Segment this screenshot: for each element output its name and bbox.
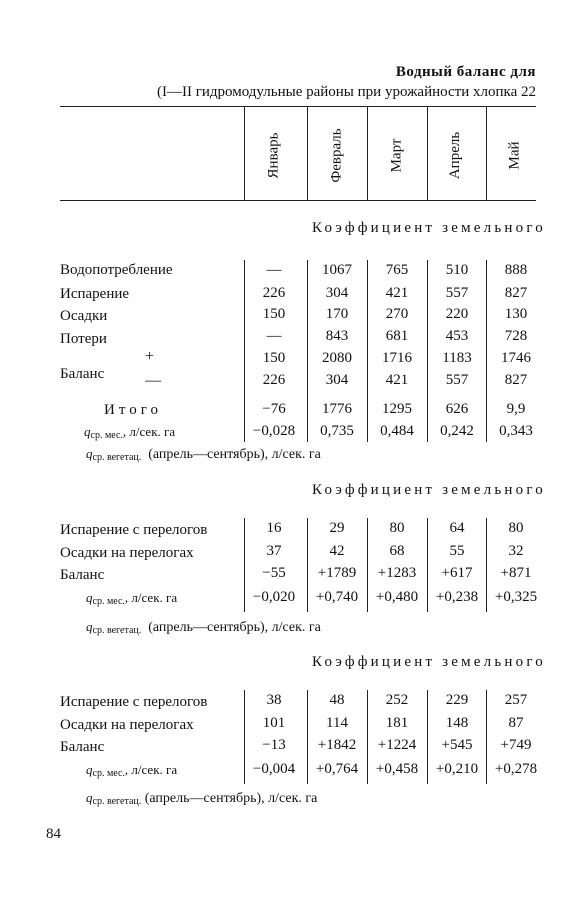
table-cell: 421 — [385, 285, 409, 301]
table-cell: 1776 — [322, 401, 352, 417]
table-cell: 29 — [329, 520, 345, 536]
section-1-column-divider — [427, 260, 428, 442]
plus-sign: + — [145, 348, 155, 365]
section-3-column-divider — [307, 690, 308, 784]
column-header-april: Апрель — [447, 131, 464, 179]
table-cell: 16 — [266, 520, 282, 536]
vegetation-note: $q_{ср. вегетац.}$ (апрель—сентябрь), л/сек. га — [86, 446, 321, 463]
table-title: Водный баланс для — [395, 64, 536, 80]
section-2-column-divider — [244, 518, 245, 612]
table-cell: +871 — [500, 565, 532, 581]
table-cell: +1842 — [317, 737, 357, 753]
table-cell: 1746 — [501, 350, 531, 366]
table-cell: −13 — [262, 737, 286, 753]
table-cell: +0,238 — [435, 589, 479, 605]
section-3-column-divider — [486, 690, 487, 784]
table-cell: 87 — [508, 715, 524, 731]
total-label: Итого — [104, 402, 162, 418]
table-cell: 80 — [389, 520, 405, 536]
table-cell: 0,735 — [320, 423, 354, 439]
table-cell: — — [266, 328, 282, 344]
row-label: Баланс — [60, 366, 105, 382]
header-column-divider — [486, 107, 487, 200]
header-bottom-rule — [60, 200, 536, 201]
table-cell: +0,325 — [494, 589, 538, 605]
table-cell: 304 — [325, 372, 349, 388]
table-cell: 32 — [508, 543, 524, 559]
table-cell: 626 — [445, 401, 469, 417]
header-column-divider — [244, 107, 245, 200]
section-1-column-divider — [307, 260, 308, 442]
table-cell: 170 — [325, 306, 349, 322]
table-cell: 226 — [262, 285, 286, 301]
table-cell: 270 — [385, 306, 409, 322]
table-cell: 37 — [266, 543, 282, 559]
table-cell: 150 — [262, 306, 286, 322]
table-cell: 55 — [449, 543, 465, 559]
table-cell: 0,343 — [499, 423, 533, 439]
table-cell: 114 — [326, 715, 348, 731]
q-monthly-label: $q_{ср. мес.}$, л/сек. га — [86, 590, 178, 607]
table-cell: +0,740 — [315, 589, 359, 605]
table-cell: 9,9 — [506, 401, 526, 417]
row-label: Испарение — [60, 286, 130, 302]
section-2-column-divider — [427, 518, 428, 612]
table-cell: 64 — [449, 520, 465, 536]
section-2-column-divider — [307, 518, 308, 612]
table-cell: 681 — [385, 328, 409, 344]
table-cell: −0,004 — [252, 761, 296, 777]
table-cell: 827 — [504, 372, 528, 388]
table-cell: 148 — [445, 715, 469, 731]
row-label: Осадки — [60, 308, 108, 324]
table-cell: 226 — [262, 372, 286, 388]
section-3-column-divider — [367, 690, 368, 784]
table-cell: 130 — [504, 306, 528, 322]
table-cell: 765 — [385, 262, 409, 278]
section-2-column-divider — [486, 518, 487, 612]
table-cell: +1224 — [377, 737, 417, 753]
table-cell: +617 — [441, 565, 473, 581]
table-cell: +0,278 — [494, 761, 538, 777]
table-cell: 728 — [504, 328, 528, 344]
table-cell: 68 — [389, 543, 405, 559]
column-header-march: Март — [388, 138, 405, 172]
table-cell: 38 — [266, 692, 282, 708]
column-header-february: Февраль — [328, 127, 345, 183]
table-cell: 453 — [445, 328, 469, 344]
table-cell: 421 — [385, 372, 409, 388]
section-1-column-divider — [486, 260, 487, 442]
table-cell: — — [266, 262, 282, 278]
header-top-rule — [60, 106, 536, 107]
row-label: Осадки на перелогах — [60, 545, 194, 561]
minus-sign: — — [145, 372, 161, 389]
header-column-divider — [427, 107, 428, 200]
section-1-heading: Коэффициент земельного — [312, 220, 546, 236]
table-cell: +1789 — [317, 565, 357, 581]
section-3-column-divider — [244, 690, 245, 784]
table-cell: 1067 — [322, 262, 352, 278]
section-1-column-divider — [244, 260, 245, 442]
q-monthly-label: $q_{ср. мес.}$, л/сек. га — [86, 762, 178, 779]
table-cell: 827 — [504, 285, 528, 301]
column-header-may: Май — [506, 140, 523, 170]
table-cell: 0,242 — [440, 423, 474, 439]
table-cell: 557 — [445, 372, 469, 388]
table-cell: 150 — [262, 350, 286, 366]
table-cell: +1283 — [377, 565, 417, 581]
table-cell: 257 — [504, 692, 528, 708]
section-1-column-divider — [367, 260, 368, 442]
table-cell: 0,484 — [380, 423, 414, 439]
row-label: Испарение с перелогов — [60, 522, 208, 538]
header-column-divider — [367, 107, 368, 200]
row-label: Баланс — [60, 567, 105, 583]
table-cell: +749 — [500, 737, 532, 753]
section-3-heading: Коэффициент земельного — [312, 654, 546, 670]
row-label: Потери — [60, 331, 107, 347]
column-header-january: Январь — [265, 132, 282, 178]
table-cell: 252 — [385, 692, 409, 708]
header-column-divider — [307, 107, 308, 200]
vegetation-note: $q_{ср. вегетац.}$ (апрель—сентябрь), л/сек. га — [86, 790, 318, 807]
table-cell: 888 — [504, 262, 528, 278]
table-cell: +0,210 — [435, 761, 479, 777]
table-subtitle: (I—II гидромодульные районы при урожайности хлопка 22 — [156, 84, 536, 100]
table-cell: −0,028 — [252, 423, 296, 439]
table-cell: 80 — [508, 520, 524, 536]
table-cell: 181 — [385, 715, 409, 731]
table-cell: 42 — [329, 543, 345, 559]
table-cell: +0,480 — [375, 589, 419, 605]
table-cell: 229 — [445, 692, 469, 708]
table-cell: +0,764 — [315, 761, 359, 777]
table-cell: 48 — [329, 692, 345, 708]
table-cell: 101 — [262, 715, 286, 731]
table-cell: 1183 — [442, 350, 472, 366]
table-cell: 510 — [445, 262, 469, 278]
table-cell: 2080 — [322, 350, 352, 366]
table-cell: +0,458 — [375, 761, 419, 777]
page-number: 84 — [46, 826, 61, 842]
table-cell: +545 — [441, 737, 473, 753]
q-monthly-label: $q_{ср. мес.}$, л/сек. га — [84, 424, 176, 441]
row-label: Испарение с перелогов — [60, 694, 208, 710]
table-cell: 1295 — [382, 401, 412, 417]
table-cell: 1716 — [382, 350, 412, 366]
vegetation-note: $q_{ср. вегетац.}$ (апрель—сентябрь), л/сек. га — [86, 619, 321, 636]
section-2-column-divider — [367, 518, 368, 612]
table-cell: −76 — [262, 401, 286, 417]
section-2-heading: Коэффициент земельного — [312, 482, 546, 498]
table-cell: −55 — [262, 565, 286, 581]
table-cell: 557 — [445, 285, 469, 301]
table-cell: 220 — [445, 306, 469, 322]
row-label: Осадки на перелогах — [60, 717, 194, 733]
table-cell: 304 — [325, 285, 349, 301]
table-cell: 843 — [325, 328, 349, 344]
table-cell: −0,020 — [252, 589, 296, 605]
section-3-column-divider — [427, 690, 428, 784]
row-label: Водопотребление — [60, 262, 173, 278]
row-label: Баланс — [60, 739, 105, 755]
